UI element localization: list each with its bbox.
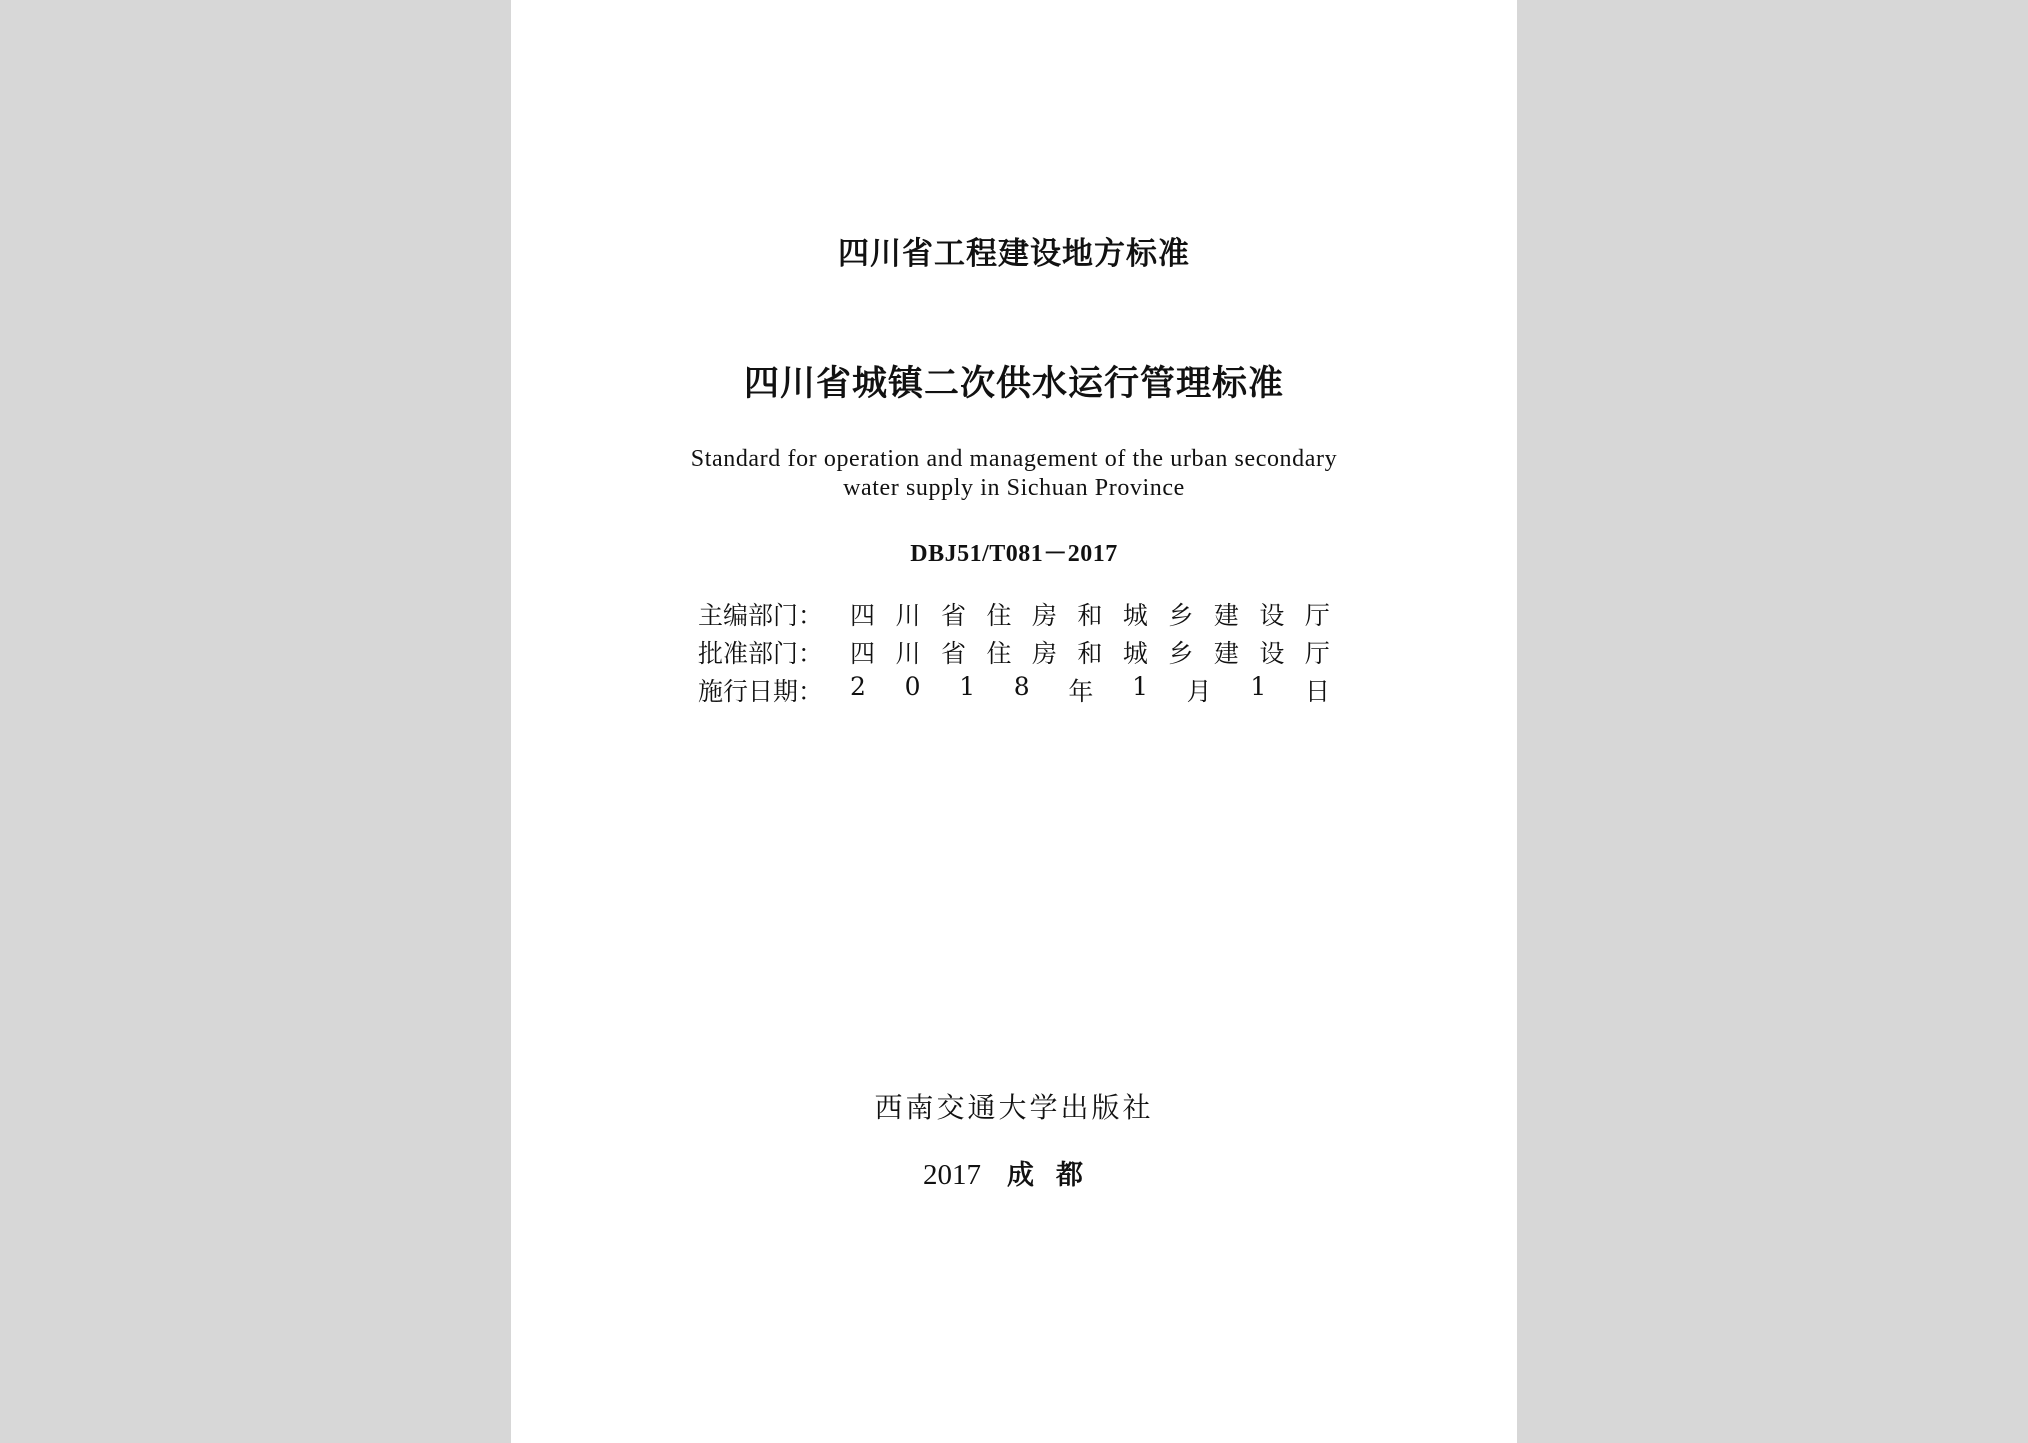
publisher: 西南交通大学出版社 <box>874 1091 1154 1124</box>
info-value-token: 城 <box>1122 639 1148 668</box>
info-label-approver: 批准部门： <box>698 639 824 668</box>
info-label-effective-date: 施行日期： <box>698 677 824 706</box>
info-value-token: 房 <box>1031 639 1057 668</box>
standard-code: DBJ51/T081－2017 <box>910 541 1118 567</box>
info-value-token: 8 <box>1013 672 1030 701</box>
publication-place <box>511 1153 1517 1192</box>
info-value-editor <box>850 596 1330 632</box>
info-value-token: 1 <box>959 672 976 701</box>
info-value-token: 住 <box>986 639 1012 668</box>
info-value-token: 川 <box>895 639 921 668</box>
info-row-approver <box>698 634 1518 674</box>
info-value-token: 住 <box>986 601 1012 630</box>
info-value-token: 四 <box>850 601 876 630</box>
info-value-token: 1 <box>1250 672 1267 701</box>
info-value-token: 设 <box>1259 601 1285 630</box>
info-value-token: 川 <box>895 601 921 630</box>
document-title-en-line2: water supply in Sichuan Province <box>843 475 1185 501</box>
document-page <box>511 0 1517 1443</box>
info-value-token: 日 <box>1304 677 1330 706</box>
info-value-effective-date <box>850 672 1330 708</box>
document-title-cn: 四川省城镇二次供水运行管理标准 <box>743 364 1284 404</box>
info-label-editor: 主编部门： <box>698 601 824 630</box>
info-value-token: 省 <box>940 639 966 668</box>
info-value-token: 建 <box>1213 639 1239 668</box>
info-value-token: 房 <box>1031 601 1057 630</box>
info-value-token: 厅 <box>1304 601 1330 630</box>
info-value-token: 和 <box>1077 601 1103 630</box>
publication-city: 成都 <box>1007 1160 1105 1191</box>
info-value-token: 1 <box>1132 672 1148 701</box>
info-value-token: 2 <box>850 672 866 701</box>
info-value-token: 乡 <box>1168 601 1194 630</box>
info-value-approver <box>850 634 1330 670</box>
info-value-token: 设 <box>1259 639 1285 668</box>
info-row-effective-date <box>698 672 1518 712</box>
info-value-token: 年 <box>1068 677 1094 706</box>
info-row-editor <box>698 596 1518 636</box>
info-value-token: 建 <box>1213 601 1239 630</box>
info-value-token: 四 <box>850 639 876 668</box>
info-value-token: 厅 <box>1304 639 1330 668</box>
info-value-token: 城 <box>1122 601 1148 630</box>
info-value-token: 省 <box>940 601 966 630</box>
document-title-en-line1: Standard for operation and management of the urban secondary <box>690 446 1338 472</box>
info-value-token: 乡 <box>1168 639 1194 668</box>
publication-year: 2017 <box>923 1159 981 1191</box>
standard-series: 四川省工程建设地方标准 <box>838 236 1190 272</box>
info-value-token: 0 <box>904 672 921 701</box>
info-value-token: 和 <box>1077 639 1103 668</box>
info-value-token: 月 <box>1186 677 1212 706</box>
